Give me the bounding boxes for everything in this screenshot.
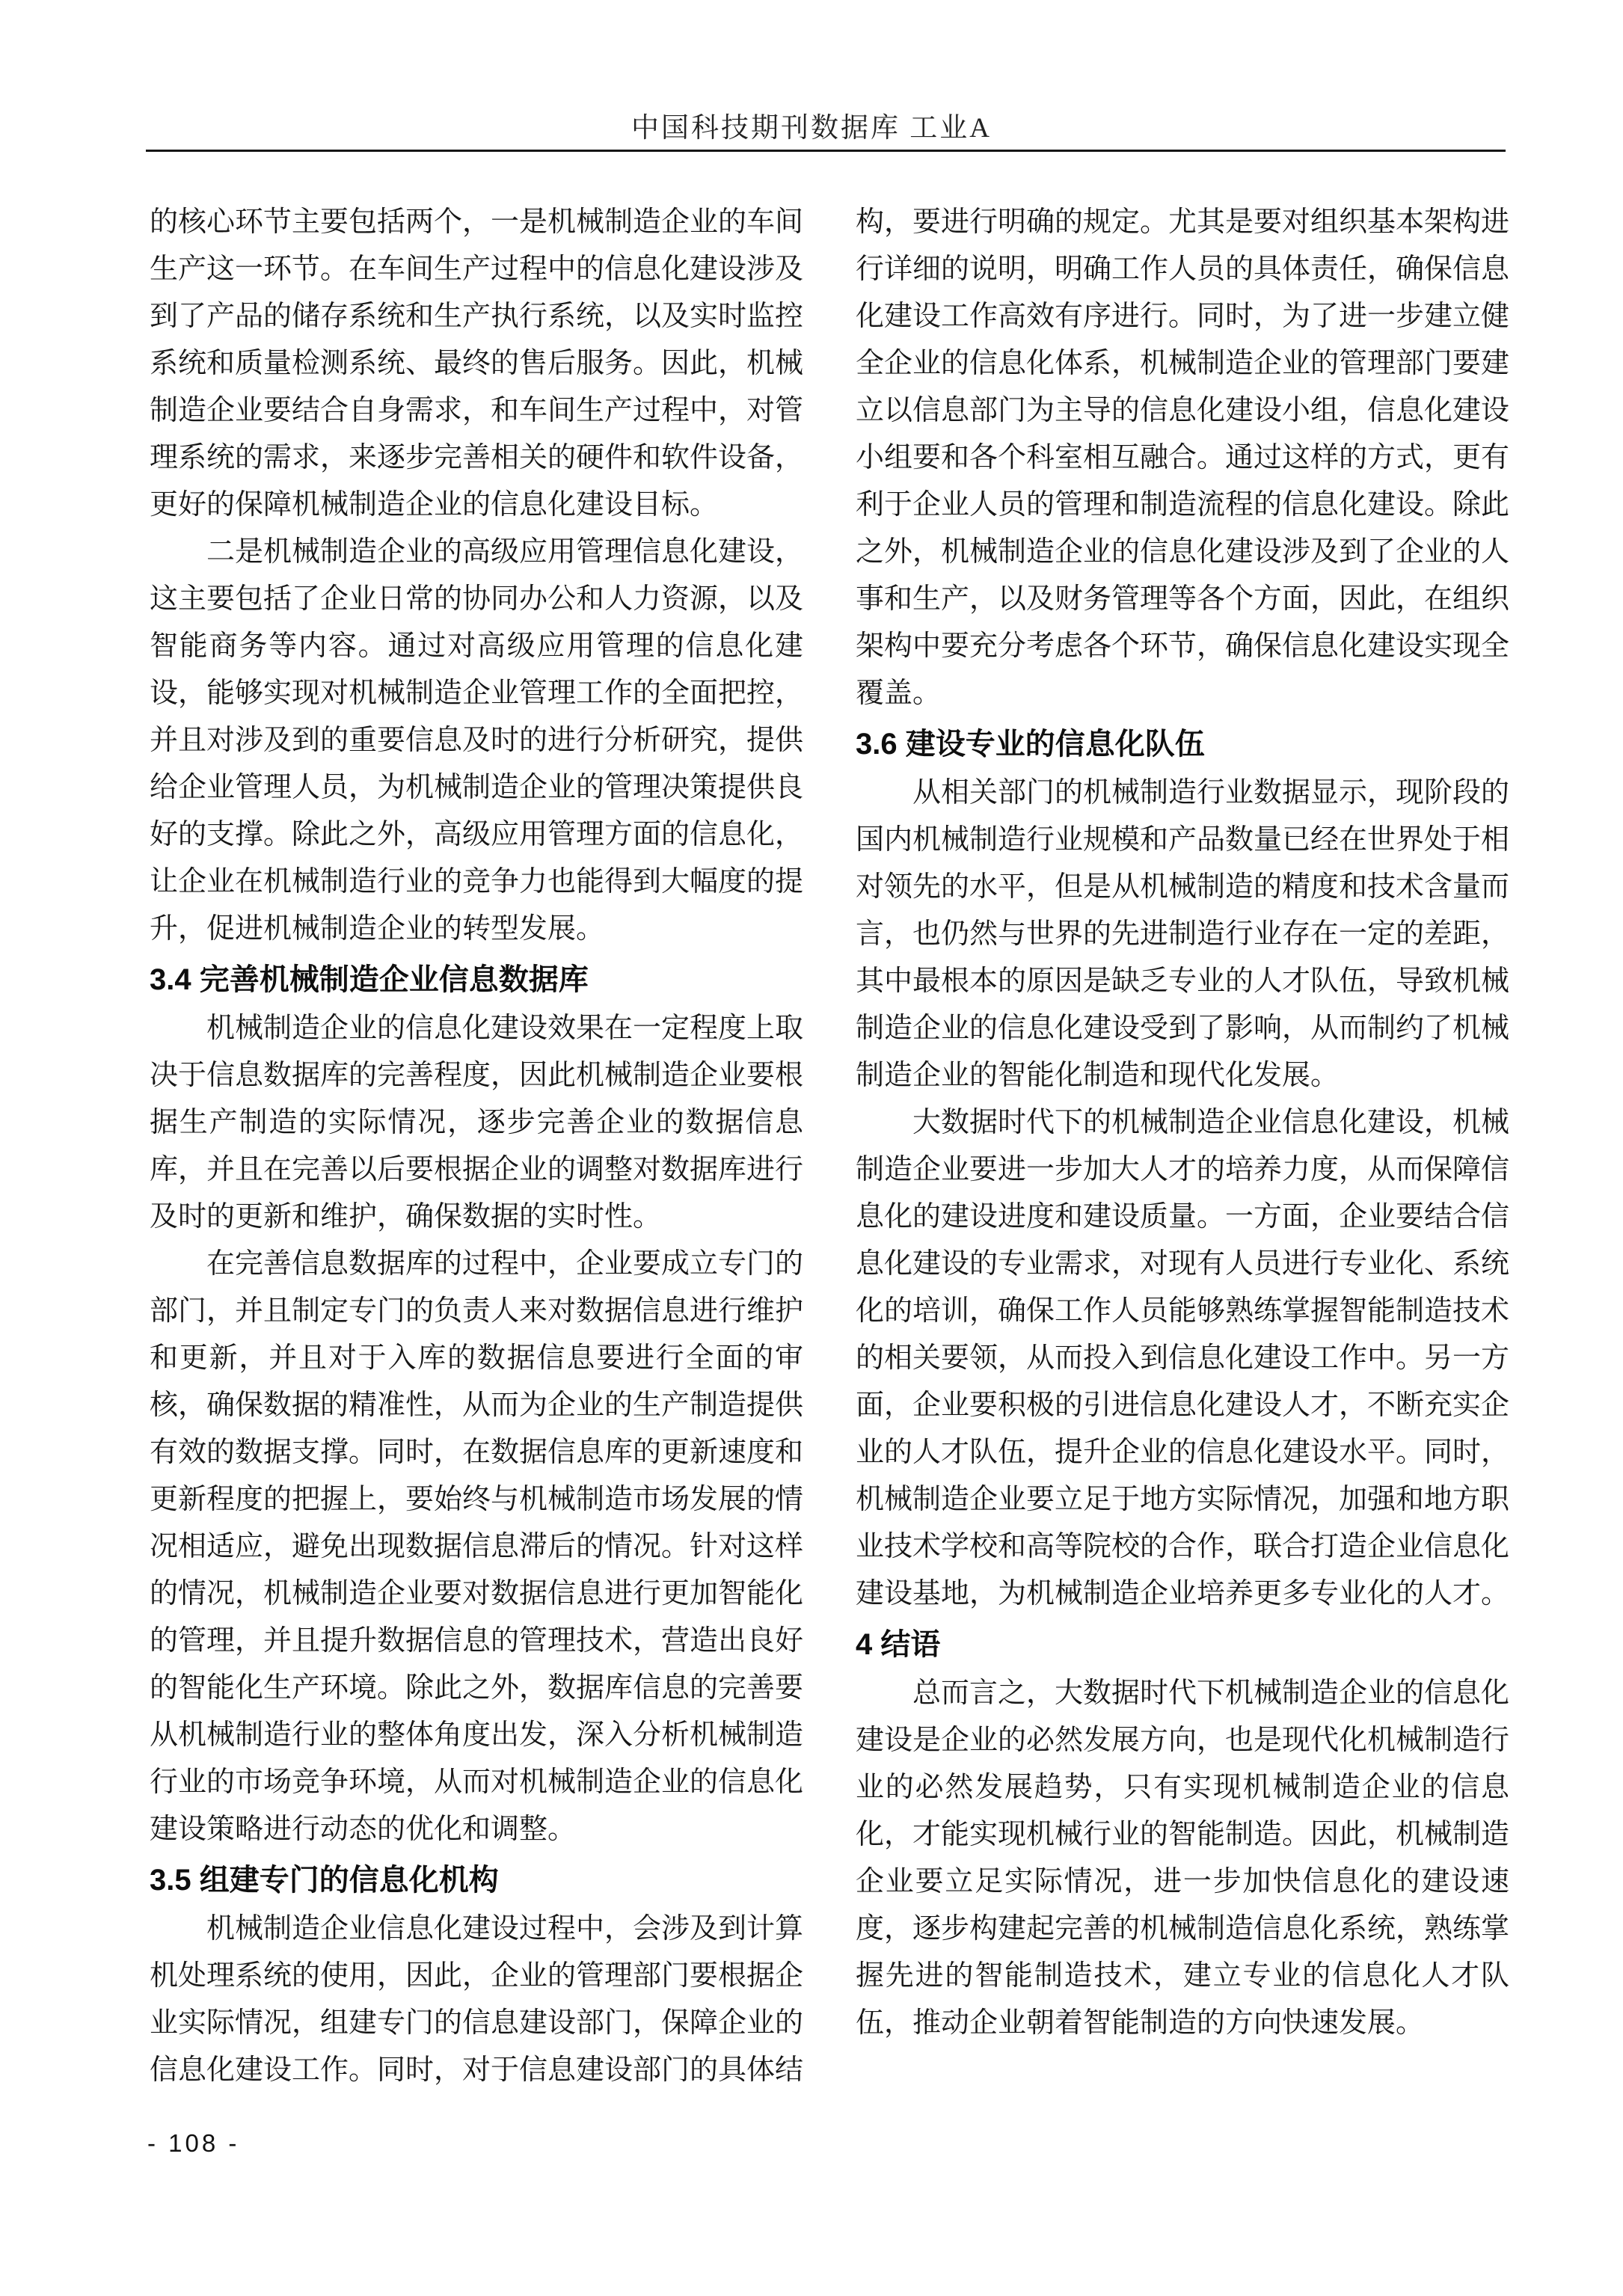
left-column: [150, 199, 803, 2094]
paragraph: 的核心环节主要包括两个，一是机械制造企业的车间生产这一环节。在车间生产过程中的信息化建设涉及到了产品的储存系统和生产执行系统，以及实时监控系统和质量检测系统、最终的售后服务。因此，机械制造企业要结合自身需求，和车间生产过程中，对管理系统的需求，来逐步完善相关的硬件和软件设备，更好的保障机械制造企业的信息化建设目标。: [150, 206, 804, 521]
header-rule: [146, 150, 1506, 152]
right-column: [856, 199, 1509, 2047]
section-heading-3-4: 3.4 完善机械制造企业信息数据库: [150, 963, 589, 996]
page-header: [0, 112, 1623, 145]
paragraph: 机械制造企业信息化建设过程中，会涉及到计算机处理系统的使用，因此，企业的管理部门要根据企业实际情况，组建专门的信息建设部门，保障企业的信息化建设工作。同时，对于信息建设部门的具体结: [150, 1913, 804, 2086]
section-heading-4: 4 结语: [856, 1628, 941, 1661]
paragraph: 构，要进行明确的规定。尤其是要对组织基本架构进行详细的说明，明确工作人员的具体责任，确保信息化建设工作高效有序进行。同时，为了进一步建立健全企业的信息化体系，机械制造企业的管理部门要建立以信息部门为主导的信息化建设小组，信息化建设小组要和各个科室相互融合。通过这样的方式，更有利于企业人员的管理和制造流程的信息化建设。除此之外，机械制造企业的信息化建设涉及到了企业的人事和生产，以及财务管理等各个方面，因此，在组织架构中要充分考虑各个环节，确保信息化建设实现全覆盖。: [856, 206, 1510, 709]
paragraph: 机械制造企业的信息化建设效果在一定程度上取决于信息数据库的完善程度，因此机械制造企业要根据生产制造的实际情况，逐步完善企业的数据信息库，并且在完善以后要根据企业的调整对数据库进行及时的更新和维护，确保数据的实时性。: [150, 1013, 804, 1233]
section-heading-3-6: 3.6 建设专业的信息化队伍: [856, 728, 1205, 761]
page-number: - 108 -: [147, 2129, 240, 2157]
paragraph: 二是机械制造企业的高级应用管理信息化建设，这主要包括了企业日常的协同办公和人力资源，以及智能商务等内容。通过对高级应用管理的信息化建设，能够实现对机械制造企业管理工作的全面把控，并且对涉及到的重要信息及时的进行分析研究，提供给企业管理人员，为机械制造企业的管理决策提供良好的支撑。除此之外，高级应用管理方面的信息化，让企业在机械制造行业的竞争力也能得到大幅度的提升，促进机械制造企业的转型发展。: [150, 536, 804, 945]
section-heading-3-5: 3.5 组建专门的信息化机构: [150, 1864, 499, 1897]
paragraph: 总而言之，大数据时代下机械制造企业的信息化建设是企业的必然发展方向，也是现代化机械制造行业的必然发展趋势，只有实现机械制造企业的信息化，才能实现机械行业的智能制造。因此，机械制造企业要立足实际情况，进一步加快信息化的建设速度，逐步构建起完善的机械制造信息化系统，熟练掌握先进的智能制造技术，建立专业的信息化人才队伍，推动企业朝着智能制造的方向快速发展。: [856, 1678, 1510, 2039]
paragraph: 大数据时代下的机械制造企业信息化建设，机械制造企业要进一步加大人才的培养力度，从而保障信息化的建设进度和建设质量。一方面，企业要结合信息化建设的专业需求，对现有人员进行专业化、系统化的培训，确保工作人员能够熟练掌握智能制造技术的相关要领，从而投入到信息化建设工作中。另一方面，企业要积极的引进信息化建设人才，不断充实企业的人才队伍，提升企业的信息化建设水平。同时，机械制造企业要立足于地方实际情况，加强和地方职业技术学校和高等院校的合作，联合打造企业信息化建设基地，为机械制造企业培养更多专业化的人才。: [856, 1107, 1510, 1609]
paragraph: 从相关部门的机械制造行业数据显示，现阶段的国内机械制造行业规模和产品数量已经在世界处于相对领先的水平，但是从机械制造的精度和技术含量而言，也仍然与世界的先进制造行业存在一定的差距，其中最根本的原因是缺乏专业的人才队伍，导致机械制造企业的信息化建设受到了影响，从而制约了机械制造企业的智能化制造和现代化发展。: [856, 777, 1510, 1091]
journal-header-text: 中国科技期刊数据库 工业A: [631, 113, 992, 144]
paragraph: 在完善信息数据库的过程中，企业要成立专门的部门，并且制定专门的负责人来对数据信息进行维护和更新，并且对于入库的数据信息要进行全面的审核，确保数据的精准性，从而为企业的生产制造提供有效的数据支撑。同时，在数据信息库的更新速度和更新程度的把握上，要始终与机械制造市场发展的情况相适应，避免出现数据信息滞后的情况。针对这样的情况，机械制造企业要对数据信息进行更加智能化的管理，并且提升数据信息的管理技术，营造出良好的智能化生产环境。除此之外，数据库信息的完善要从机械制造行业的整体角度出发，深入分析机械制造行业的市场竞争环境，从而对机械制造企业的信息化建设策略进行动态的优化和调整。: [150, 1248, 804, 1845]
